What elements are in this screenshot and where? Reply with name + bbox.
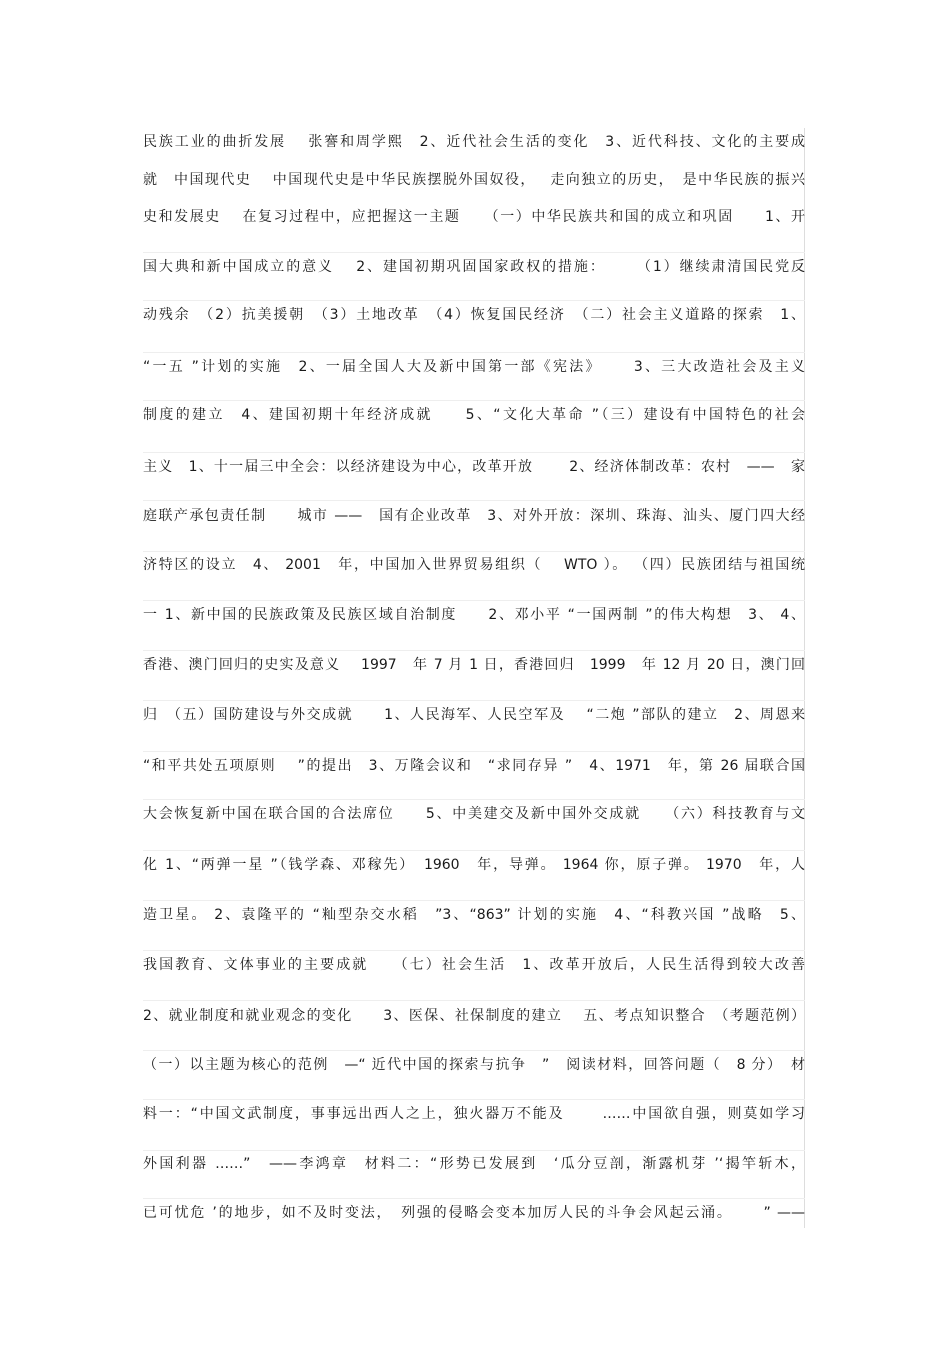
text-line-22: 外国利器 ……” ——李鸿章 材料二：“形势已发展到 ‘瓜分豆剖，渐露机芽 ’‘揭竿斩木，: [143, 1156, 805, 1172]
line-rule: [143, 799, 805, 800]
line-rule: [143, 551, 805, 552]
line-rule: [143, 600, 805, 601]
text-line-21: 料一：“中国文武制度，事事远出西人之上，独火器万不能及 ……中国欲自强，则莫如学习: [143, 1106, 805, 1122]
text-line-23: 已可忧危 ’的地步，如不及时变法， 列强的侵略会变本加厉人民的斗争会风起云涌。 ” ——: [143, 1205, 805, 1221]
text-line-4: 国大典和新中国成立的意义 2、建国初期巩固国家政权的措施： （1）继续肃清国民党反: [143, 259, 805, 275]
text-line-11: 一 1、新中国的民族政策及民族区域自治制度 2、邓小平 “一国两制 ”的伟大构想 3、 4、: [143, 607, 805, 623]
line-rule: [143, 500, 805, 501]
text-line-13: 归 （五）国防建设与外交成就 1、人民海军、人民空军及 “二炮 ”部队的建立 2、周恩来: [143, 707, 805, 723]
text-line-18: 我国教育、文体事业的主要成就 （七）社会生活 1、改革开放后，人民生活得到较大改善: [143, 957, 805, 973]
text-line-2: 就 中国现代史 中国现代史是中华民族摆脱外国奴役， 走向独立的历史， 是中华民族的振兴: [143, 172, 805, 188]
line-rule: [143, 252, 805, 253]
text-line-6: “一五 ”计划的实施 2、一届全国人大及新中国第一部《宪法》 3、三大改造社会及主义: [143, 359, 805, 375]
line-rule: [143, 452, 805, 453]
line-rule: [143, 352, 805, 353]
text-line-14: “和平共处五项原则 ”的提出 3、万隆会议和 “求同存异 ” 4、1971 年，第 26 届联合国: [143, 758, 805, 774]
line-rule: [143, 1198, 805, 1199]
line-rule: [143, 900, 805, 901]
line-rule: [143, 400, 805, 401]
line-rule: [143, 700, 805, 701]
text-line-12: 香港、澳门回归的史实及意义 1997 年 7 月 1 日，香港回归 1999 年 12 月 20 日，澳门回: [143, 657, 805, 673]
text-line-7: 制度的建立 4、建国初期十年经济成就 5、“文化大革命 ”（三）建设有中国特色的社会: [143, 407, 805, 423]
line-rule: [143, 650, 805, 651]
line-rule: [143, 300, 805, 301]
text-line-15: 大会恢复新中国在联合国的合法席位 5、中美建交及新中国外交成就 （六）科技教育与文: [143, 806, 805, 822]
text-line-9: 庭联产承包责任制 城市 —— 国有企业改革 3、对外开放：深圳、珠海、汕头、厦门四大经: [143, 508, 805, 524]
text-line-19: 2、就业制度和就业观念的变化 3、医保、社保制度的建立 五、考点知识整合 （考题范例）: [143, 1008, 805, 1024]
line-rule: [143, 751, 805, 752]
line-rule: [143, 1150, 805, 1151]
line-rule: [143, 850, 805, 851]
text-line-17: 造卫星。 2、袁隆平的 “籼型杂交水稻 ”3、“863” 计划的实施 4、“科教兴国 ”战略 5、: [143, 907, 805, 923]
line-rule: [143, 1099, 805, 1100]
line-rule: [143, 1000, 805, 1001]
text-line-16: 化 1、“两弹一星 ”（钱学森、邓稼先） 1960 年，导弹。 1964 你，原子弹。 1970 年，人: [143, 857, 805, 873]
text-line-10: 济特区的设立 4、 2001 年，中国加入世界贸易组织（ WTO ）。 （四）民族团结与祖国统: [143, 557, 805, 573]
text-line-8: 主义 1、十一届三中全会：以经济建设为中心，改革开放 2、经济体制改革：农村 —— 家: [143, 459, 805, 475]
line-rule: [143, 950, 805, 951]
line-rule: [143, 1050, 805, 1051]
text-line-3: 史和发展史 在复习过程中，应把握这一主题 （一）中华民族共和国的成立和巩固 1、开: [143, 209, 805, 225]
text-line-1: 民族工业的曲折发展 张謇和周学熙 2、近代社会生活的变化 3、近代科技、文化的主要成: [143, 134, 805, 150]
text-line-20: （一）以主题为核心的范例 —“ 近代中国的探索与抗争 ” 阅读材料，回答问题（ 8 分） 材: [143, 1057, 805, 1073]
text-line-5: 动残余 （2）抗美援朝 （3）土地改革 （4）恢复国民经济 （二）社会主义道路的探索 1、: [143, 307, 805, 323]
